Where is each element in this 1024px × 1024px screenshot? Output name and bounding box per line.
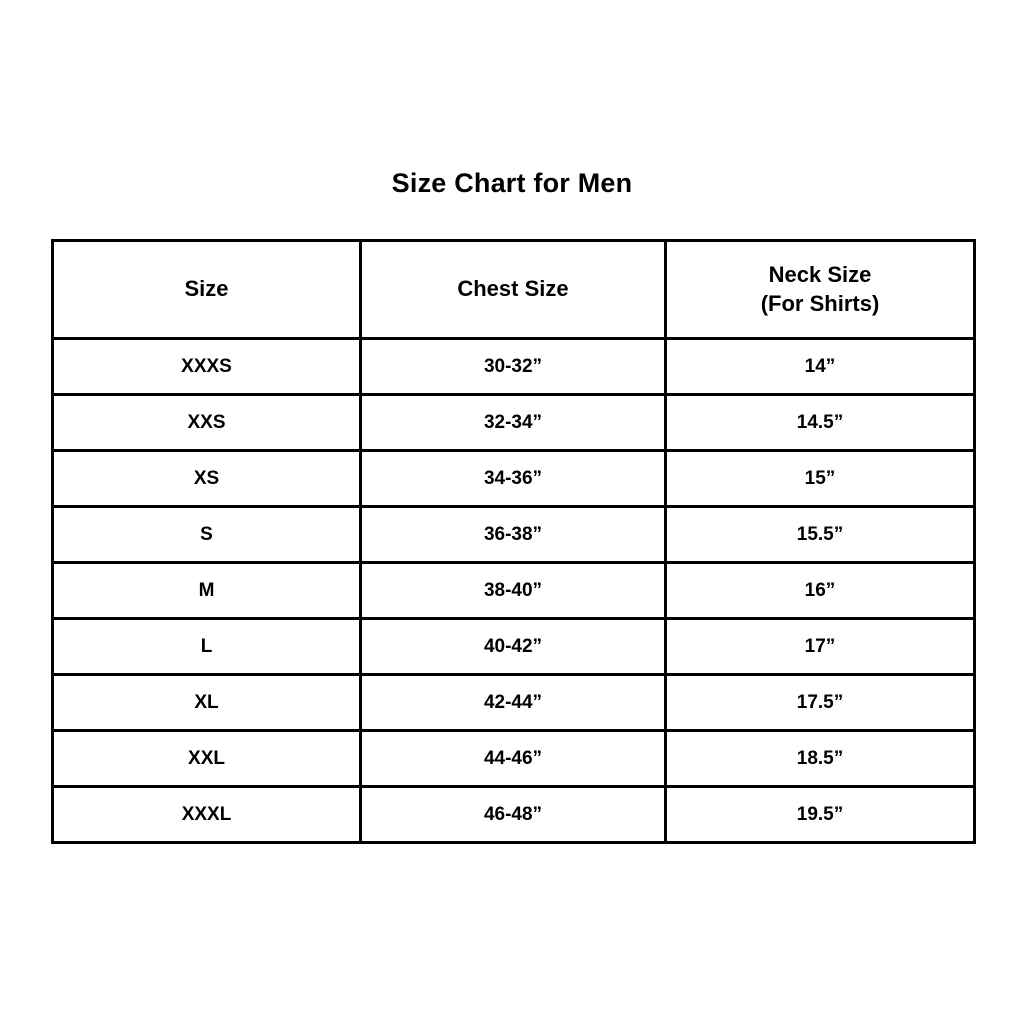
cell-size: L xyxy=(53,619,361,675)
cell-neck: 17” xyxy=(666,619,975,675)
column-header-size-label: Size xyxy=(184,276,229,302)
column-header-chest-size xyxy=(361,241,666,339)
table-body xyxy=(53,339,975,843)
cell-neck: 14.5” xyxy=(666,395,975,451)
table-header-row xyxy=(53,241,975,339)
cell-chest: 44-46” xyxy=(361,731,666,787)
cell-neck: 17.5” xyxy=(666,675,975,731)
cell-chest: 42-44” xyxy=(361,675,666,731)
cell-neck: 16” xyxy=(666,563,975,619)
cell-neck: 14” xyxy=(666,339,975,395)
cell-chest: 40-42” xyxy=(361,619,666,675)
table-row xyxy=(53,731,975,787)
cell-chest: 30-32” xyxy=(361,339,666,395)
table-row xyxy=(53,619,975,675)
cell-size: XL xyxy=(53,675,361,731)
cell-neck: 15.5” xyxy=(666,507,975,563)
cell-neck: 19.5” xyxy=(666,787,975,843)
size-chart-table xyxy=(51,239,976,844)
cell-chest: 46-48” xyxy=(361,787,666,843)
table-header xyxy=(53,241,975,339)
table-row xyxy=(53,395,975,451)
column-header-chest-size-label: Chest Size xyxy=(457,276,569,302)
cell-size: XXS xyxy=(53,395,361,451)
size-chart-table-container xyxy=(51,239,973,844)
cell-size: XXXL xyxy=(53,787,361,843)
cell-size: M xyxy=(53,563,361,619)
table-row xyxy=(53,339,975,395)
cell-chest: 38-40” xyxy=(361,563,666,619)
cell-chest: 34-36” xyxy=(361,451,666,507)
table-row xyxy=(53,451,975,507)
table-row xyxy=(53,787,975,843)
cell-neck: 15” xyxy=(666,451,975,507)
cell-size: XXXS xyxy=(53,339,361,395)
column-header-neck-size xyxy=(666,241,975,339)
column-header-neck-size-label: Neck Size xyxy=(768,262,872,288)
page-title: Size Chart for Men xyxy=(391,168,633,198)
cell-size: S xyxy=(53,507,361,563)
cell-size: XXL xyxy=(53,731,361,787)
cell-chest: 36-38” xyxy=(361,507,666,563)
column-header-neck-size-sublabel: (For Shirts) xyxy=(760,290,880,316)
table-row xyxy=(53,675,975,731)
column-header-size xyxy=(53,241,361,339)
cell-size: XS xyxy=(53,451,361,507)
table-row xyxy=(53,563,975,619)
table-row xyxy=(53,507,975,563)
cell-chest: 32-34” xyxy=(361,395,666,451)
cell-neck: 18.5” xyxy=(666,731,975,787)
